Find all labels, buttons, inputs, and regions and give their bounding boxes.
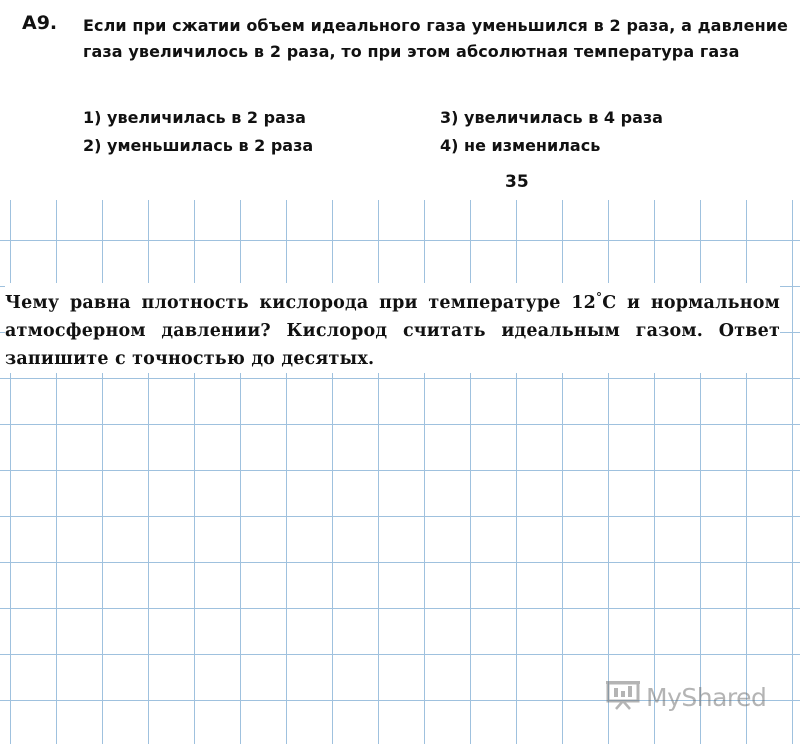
answer-option-1: 1) увеличилась в 2 раза: [83, 108, 306, 127]
answer-option-2: 2) уменьшилась в 2 раза: [83, 136, 314, 155]
degree-symbol: °: [596, 290, 603, 304]
problem-text-part-1: Чему равна плотность кислорода при температуре 12: [5, 292, 597, 313]
page-number: 35: [505, 172, 529, 192]
answer-options-right: [440, 104, 800, 160]
problem-statement: [5, 283, 780, 373]
answer-option-4: 4) не изменилась: [440, 136, 601, 155]
watermark-text: MyShared: [646, 682, 767, 712]
question-text: Если при сжатии объем идеального газа уменьшился в 2 раза, а давление газа увеличилось в 2 раза, то при этом абсолютная температура газа: [83, 16, 788, 61]
question-number: А9.: [22, 12, 58, 34]
problem-text-part-2: С и нормальном атмосферном давлении? Кислород считать идеальным газом. Ответ запишите с точностью до десятых.: [5, 292, 780, 369]
answer-options-left: [83, 104, 443, 160]
answer-option-3: 3) увеличилась в 4 раза: [440, 108, 663, 127]
watermark: [606, 682, 766, 712]
textbook-page-fragment: [0, 0, 800, 200]
projector-screen-icon: [606, 680, 640, 714]
